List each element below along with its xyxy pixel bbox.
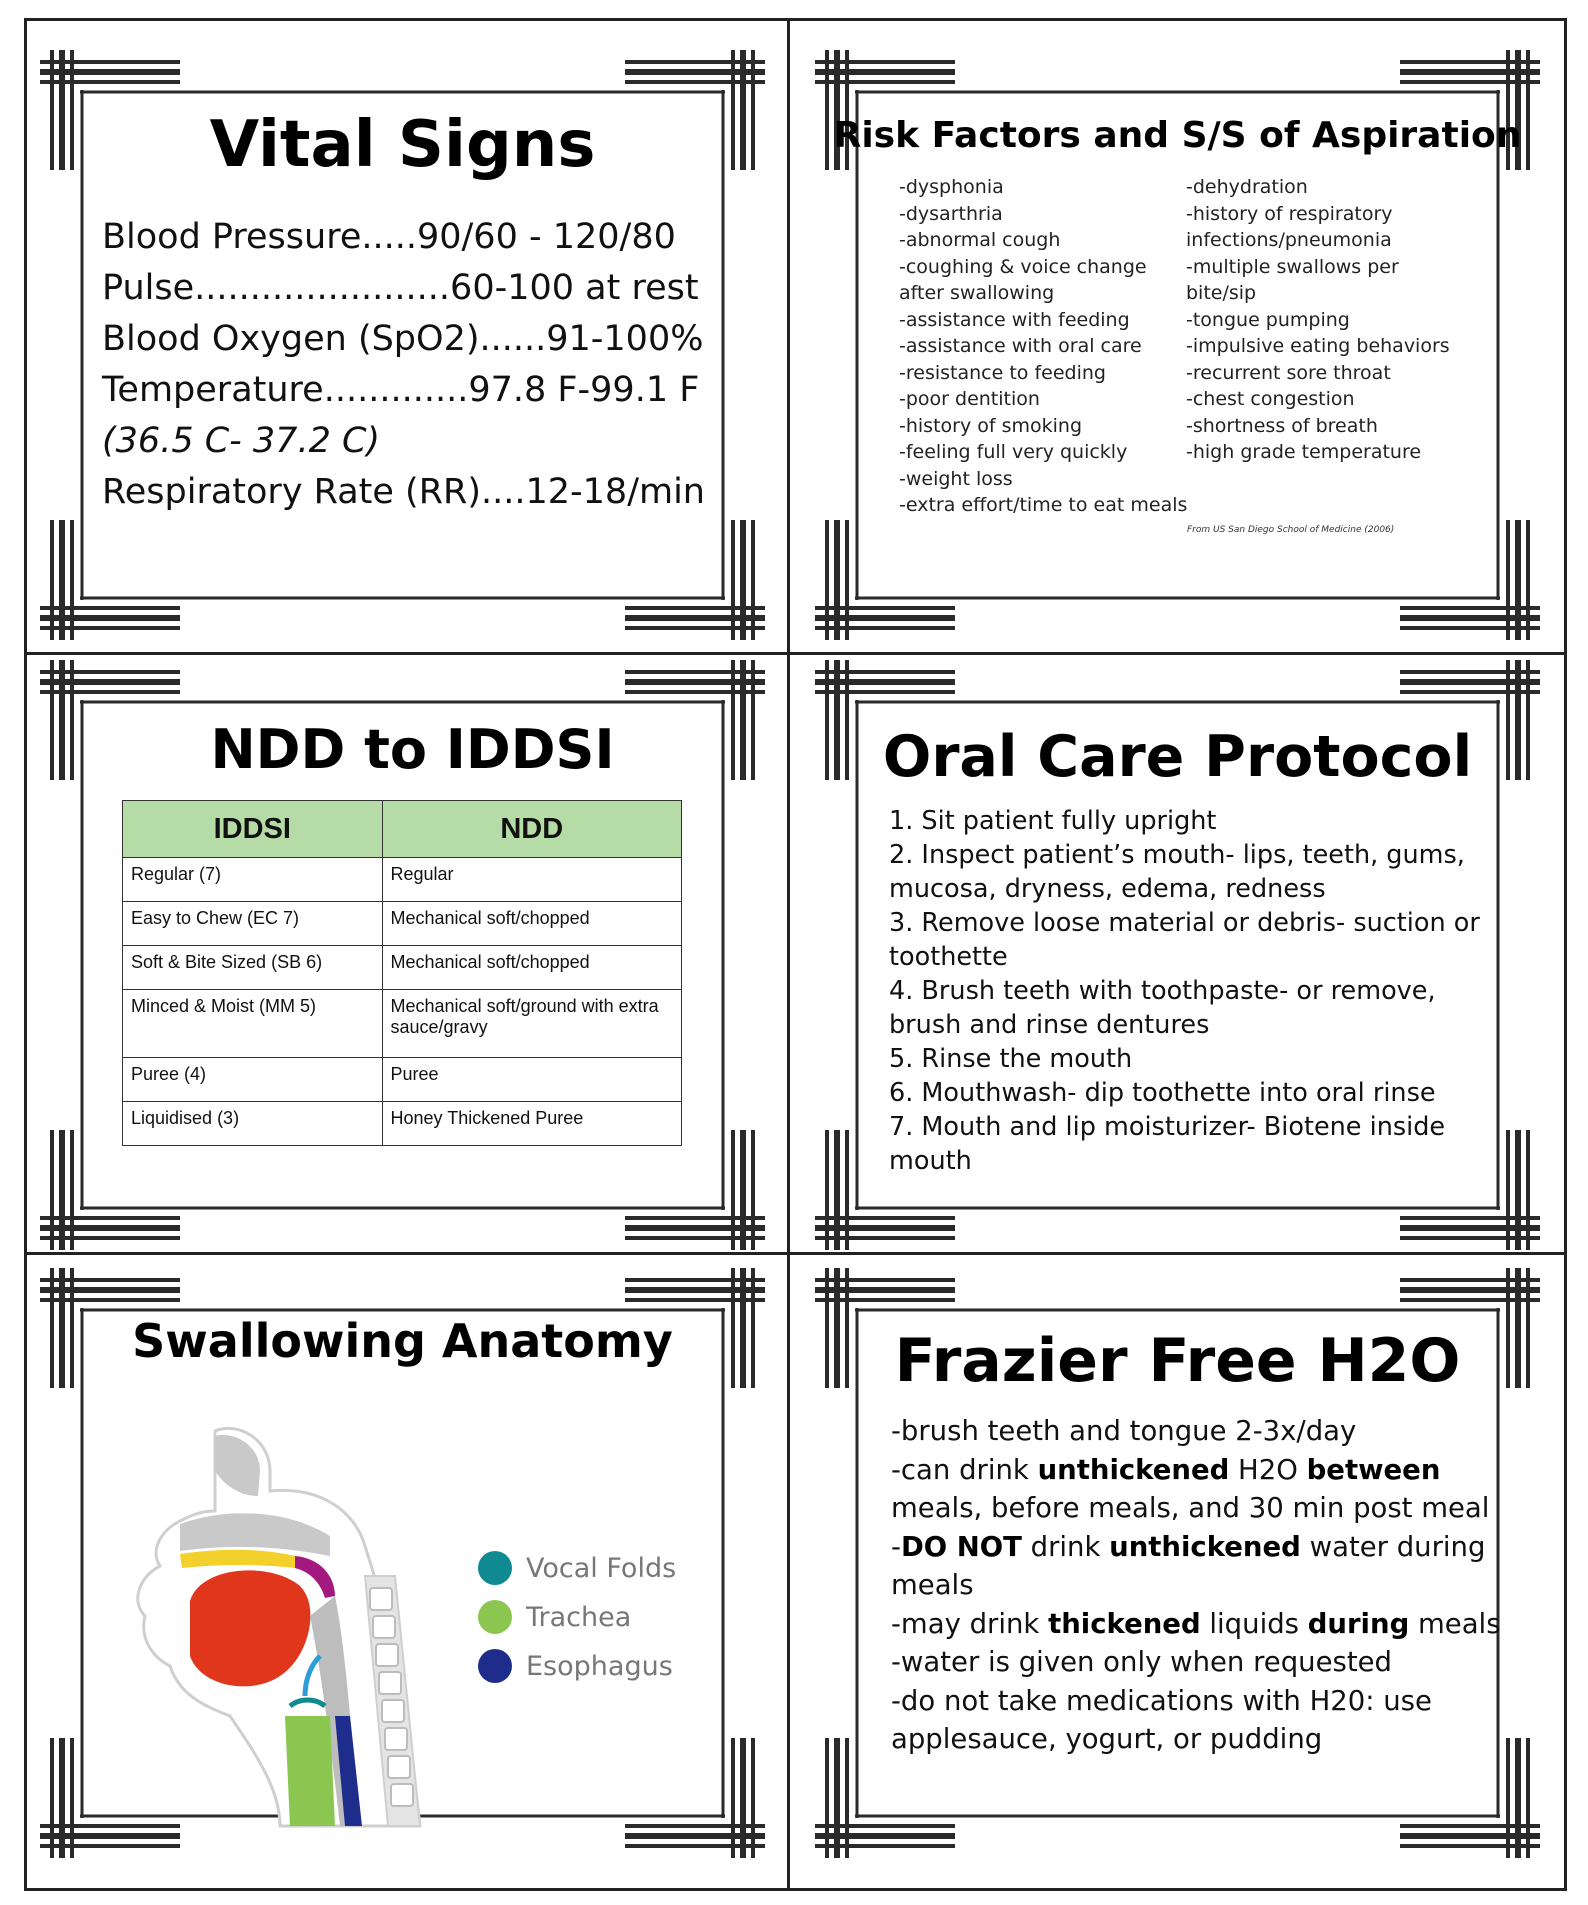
list-item: -abnormal cough xyxy=(899,229,1061,251)
legend-item-esophagus xyxy=(478,1646,673,1686)
list-item: -resistance to feeding xyxy=(899,361,1106,384)
text-run: meals, before meals, and 30 min post meal xyxy=(891,1492,1490,1524)
list-item: 5. Rinse the mouth xyxy=(889,1044,1133,1074)
list-item: -multiple swallows per xyxy=(1186,255,1399,278)
legend-label: Trachea xyxy=(526,1601,632,1633)
legend-swatch xyxy=(478,1551,512,1585)
text-run: -may drink xyxy=(891,1607,1049,1640)
emphasis: DO NOT xyxy=(900,1530,1022,1563)
legend-item-vocal-folds xyxy=(478,1548,676,1588)
text-run: water during xyxy=(1300,1530,1486,1563)
anatomy-title: Swallowing Anatomy xyxy=(132,1314,673,1368)
table-row xyxy=(123,1102,682,1146)
table-cell: Honey Thickened Puree xyxy=(382,1102,681,1146)
table-cell: Soft & Bite Sized (SB 6) xyxy=(123,946,383,990)
table-cell: Regular xyxy=(382,858,681,902)
list-item: 6. Mouthwash- dip toothette into oral rinse xyxy=(889,1078,1436,1108)
list-item: toothette xyxy=(889,942,1008,972)
list-item: 4. Brush teeth with toothpaste- or remove, xyxy=(889,976,1436,1006)
vital-sign-pulse: Pulse.......................60-100 at rest xyxy=(102,268,699,308)
list-item: -dysphonia xyxy=(899,176,1004,198)
swallowing-anatomy-illustration xyxy=(120,1416,460,1836)
list-item: -impulsive eating behaviors xyxy=(1186,335,1450,357)
list-item: -high grade temperature xyxy=(1186,441,1422,463)
legend-label: Vocal Folds xyxy=(526,1552,677,1584)
frazier-line xyxy=(891,1451,1501,1490)
table-row xyxy=(123,946,682,990)
ndd-iddsi-table xyxy=(122,800,682,1146)
vital-sign-respiratory-rate: Respiratory Rate (RR)....12-18/min xyxy=(102,472,705,512)
list-item: -shortness of breath xyxy=(1186,414,1378,437)
list-item: -poor dentition xyxy=(899,388,1040,410)
list-item: bite/sip xyxy=(1186,282,1257,304)
list-item: brush and rinse dentures xyxy=(889,1010,1210,1040)
list-item: -chest congestion xyxy=(1186,388,1355,410)
list-item: mouth xyxy=(889,1146,972,1176)
list-item: -coughing & voice change xyxy=(899,255,1147,278)
text-run: -water is given only when requested xyxy=(891,1646,1393,1678)
list-item: -assistance with feeding xyxy=(899,308,1130,331)
text-run: drink xyxy=(1021,1530,1110,1563)
trachea xyxy=(285,1716,335,1826)
oral-care-title: Oral Care Protocol xyxy=(882,724,1473,790)
table-row xyxy=(123,1058,682,1102)
frazier-line xyxy=(891,1605,1501,1644)
column-header-iddsi: IDDSI xyxy=(123,801,383,858)
list-item: after swallowing xyxy=(899,282,1055,304)
list-item: 7. Mouth and lip moisturizer- Biotene inside xyxy=(889,1112,1446,1142)
aspiration-list-left xyxy=(899,174,1187,519)
list-item: -weight loss xyxy=(899,467,1013,490)
table-cell: Liquidised (3) xyxy=(123,1102,383,1146)
vital-signs-card xyxy=(40,50,765,640)
text-run: - xyxy=(891,1530,901,1563)
table-cell: Easy to Chew (EC 7) xyxy=(123,902,383,946)
table-cell: Mechanical soft/chopped xyxy=(382,946,681,990)
aspiration-lists xyxy=(899,174,1499,554)
list-item: 2. Inspect patient’s mouth- lips, teeth, gums, xyxy=(889,840,1465,870)
aspiration-title: Risk Factors and S/S of Aspiration xyxy=(833,115,1522,156)
vital-signs-title: Vital Signs xyxy=(209,108,596,182)
table-row xyxy=(123,990,682,1058)
table-cell: Mechanical soft/chopped xyxy=(382,902,681,946)
list-item: -history of respiratory xyxy=(1186,202,1393,225)
text-run: -do not take medications with H20: use xyxy=(891,1684,1432,1717)
frazier-line xyxy=(891,1566,1501,1605)
table-cell: Regular (7) xyxy=(123,858,383,902)
frazier-line xyxy=(891,1528,1501,1567)
text-run: H2O xyxy=(1229,1453,1307,1486)
frazier-line xyxy=(891,1682,1501,1721)
legend-label: Esophagus xyxy=(526,1650,673,1682)
legend-item-trachea xyxy=(478,1597,631,1637)
frazier-card xyxy=(815,1268,1540,1858)
list-item: infections/pneumonia xyxy=(1186,229,1392,251)
text-run: liquids xyxy=(1200,1607,1308,1640)
text-run: -brush teeth and tongue 2-3x/day xyxy=(891,1415,1357,1447)
list-item: -feeling full very quickly xyxy=(899,441,1128,463)
table-cell: Puree xyxy=(382,1058,681,1102)
list-item: 3. Remove loose material or debris- suction or xyxy=(889,908,1480,938)
ndd-iddsi-card xyxy=(40,660,765,1250)
frazier-rules xyxy=(891,1412,1501,1759)
emphasis: during xyxy=(1307,1607,1410,1640)
frazier-title: Frazier Free H2O xyxy=(894,1326,1461,1396)
table-row xyxy=(123,858,682,902)
emphasis: between xyxy=(1306,1453,1441,1486)
text-run: -can drink xyxy=(891,1453,1038,1486)
list-item: -dehydration xyxy=(1186,176,1308,198)
table-header-row xyxy=(123,801,682,858)
vital-sign-temperature: Temperature.............97.8 F-99.1 F xyxy=(102,370,700,410)
table-cell: Minced & Moist (MM 5) xyxy=(123,990,383,1058)
text-run: meals xyxy=(891,1569,974,1601)
frazier-line xyxy=(891,1412,1501,1451)
aspiration-source-citation: From US San Diego School of Medicine (2006) xyxy=(1187,525,1395,535)
list-item: 1. Sit patient fully upright xyxy=(889,806,1217,836)
list-item: -history of smoking xyxy=(899,414,1083,437)
emphasis: unthickened xyxy=(1109,1530,1301,1563)
anatomy-card xyxy=(40,1268,765,1858)
oral-care-steps xyxy=(889,804,1480,1178)
frazier-line xyxy=(891,1489,1501,1528)
table-cell: Puree (4) xyxy=(123,1058,383,1102)
oral-care-card xyxy=(815,660,1540,1250)
list-item: -assistance with oral care xyxy=(899,335,1142,357)
legend-swatch xyxy=(478,1649,512,1683)
frazier-line xyxy=(891,1643,1501,1682)
legend-swatch xyxy=(478,1600,512,1634)
table-cell: Mechanical soft/ground with extra sauce/gravy xyxy=(382,990,681,1058)
column-header-ndd: NDD xyxy=(382,801,681,858)
list-item: -recurrent sore throat xyxy=(1186,361,1391,384)
list-item: mucosa, dryness, edema, redness xyxy=(889,874,1326,904)
emphasis: thickened xyxy=(1048,1607,1201,1640)
list-item: -tongue pumping xyxy=(1186,308,1350,331)
anatomy-legend xyxy=(478,1548,738,1698)
text-run: applesauce, yogurt, or pudding xyxy=(891,1723,1323,1755)
vital-sign-bp: Blood Pressure.....90/60 - 120/80 xyxy=(102,217,676,257)
grid-divider-row-1 xyxy=(24,652,1567,655)
aspiration-list-right xyxy=(1186,174,1450,466)
list-item: -extra effort/time to eat meals xyxy=(899,494,1188,516)
text-run: meals xyxy=(1409,1607,1501,1640)
list-item: -dysarthria xyxy=(899,202,1003,225)
table-row xyxy=(123,902,682,946)
grid-divider-vertical xyxy=(787,18,790,1891)
frazier-line xyxy=(891,1720,1501,1759)
ndd-iddsi-table-wrap xyxy=(122,800,682,1146)
aspiration-card xyxy=(815,50,1540,640)
emphasis: unthickened xyxy=(1037,1453,1230,1486)
vital-signs-list xyxy=(102,212,705,518)
vital-sign-temperature-celsius: (36.5 C- 37.2 C) xyxy=(102,421,381,461)
ndd-iddsi-title: NDD to IDDSI xyxy=(210,718,615,781)
vital-sign-spo2: Blood Oxygen (SpO2)......91-100% xyxy=(102,319,704,359)
